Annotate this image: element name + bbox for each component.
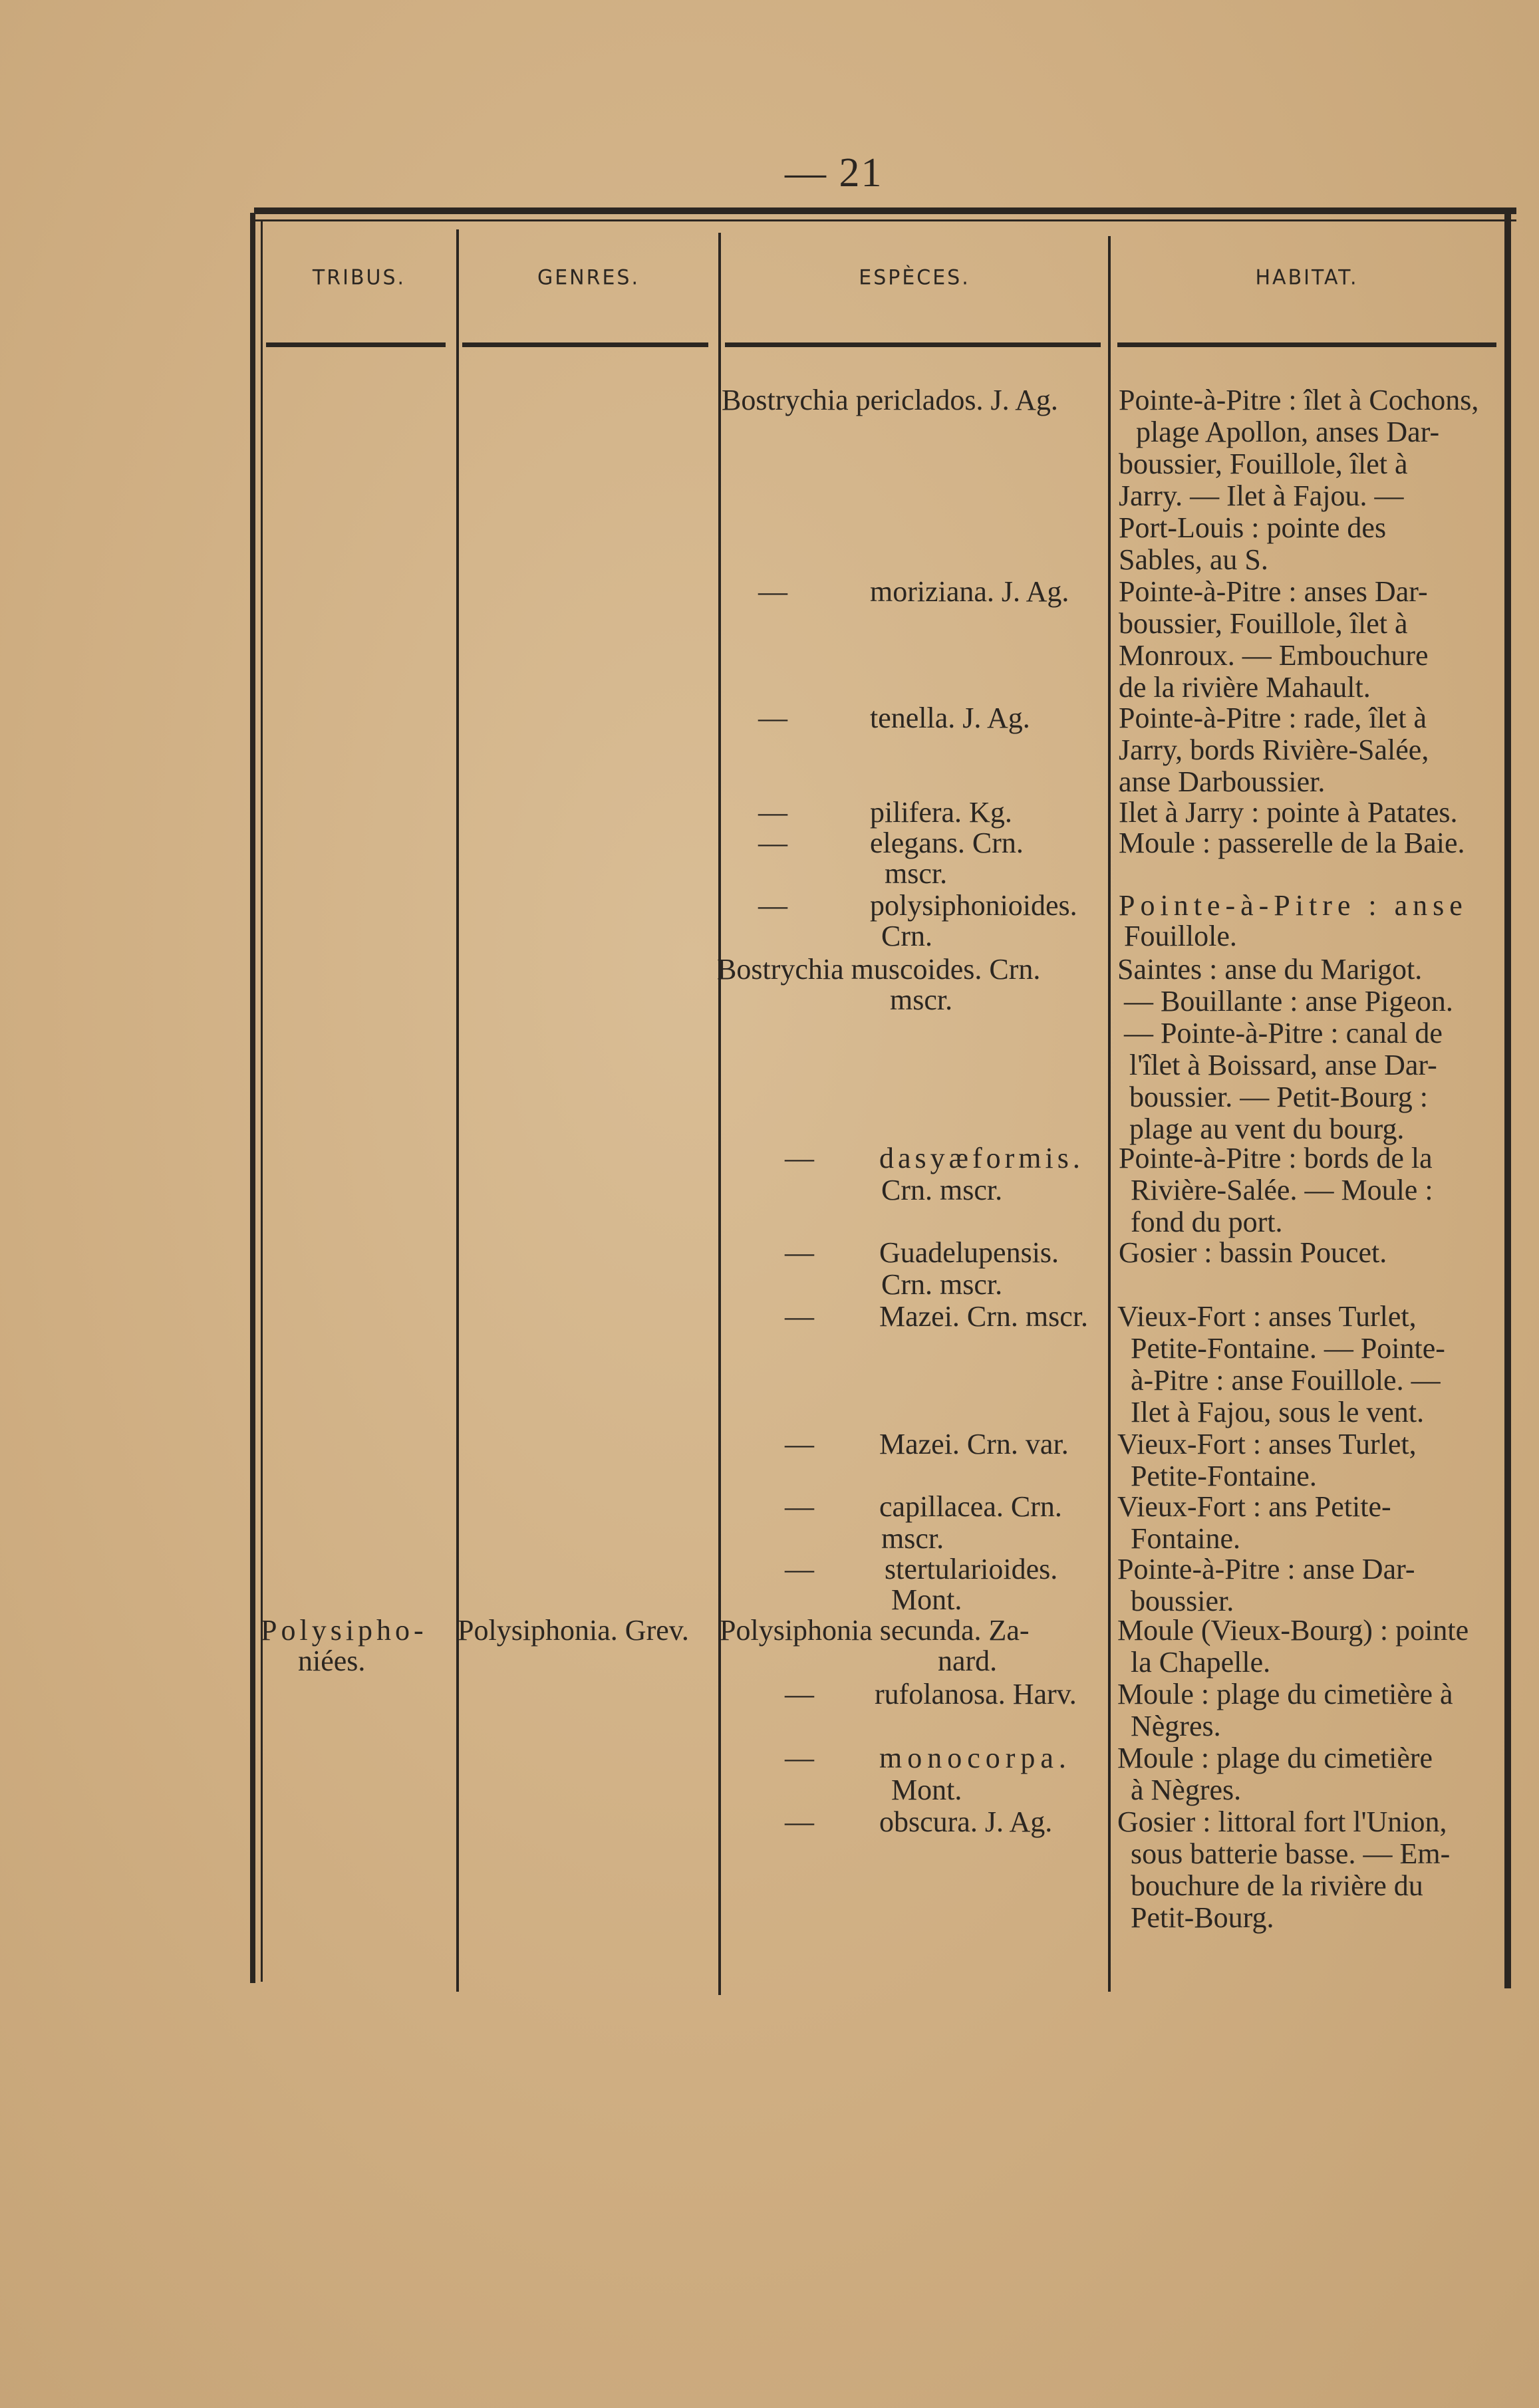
ditto-dash: — — [785, 1742, 814, 1774]
habitat-line: Port-Louis : pointe des — [1119, 511, 1387, 544]
habitat-line: — Bouillante : anse Pigeon. — [1124, 985, 1453, 1017]
habitat-line: Moule : passerelle de la Baie. — [1119, 827, 1465, 859]
habitat-line: Fontaine. — [1131, 1522, 1240, 1555]
species-cell: Crn. — [881, 920, 932, 952]
species-cell: mscr. — [890, 984, 953, 1016]
header-rule-habitat — [1117, 342, 1496, 347]
habitat-line: boussier, Fouillole, îlet à — [1119, 607, 1408, 640]
habitat-line: plage au vent du bourg. — [1129, 1113, 1405, 1145]
species-cell: Mont. — [891, 1583, 962, 1616]
habitat-line: Petite-Fontaine. — Pointe- — [1131, 1332, 1445, 1365]
habitat-line: Saintes : anse du Marigot. — [1117, 953, 1423, 986]
habitat-line: Vieux-Fort : anses Turlet, — [1117, 1428, 1417, 1460]
ditto-dash: — — [785, 1300, 814, 1333]
habitat-line: de la rivière Mahault. — [1119, 671, 1371, 704]
tribus-cell: Polysipho- — [261, 1614, 428, 1647]
habitat-line: Gosier : bassin Poucet. — [1119, 1236, 1387, 1269]
table-left-border — [250, 213, 255, 1983]
header-tribus: TRIBUS. — [312, 265, 406, 290]
ditto-dash: — — [785, 1553, 814, 1585]
header-rule-genres — [462, 342, 708, 347]
header-habitat: HABITAT. — [1255, 265, 1359, 290]
species-cell: elegans. Crn. — [870, 827, 1024, 859]
ditto-dash: — — [758, 575, 787, 608]
habitat-line: Monroux. — Embouchure — [1119, 639, 1429, 672]
species-cell: obscura. J. Ag. — [879, 1806, 1053, 1838]
species-cell: Mazei. Crn. var. — [879, 1428, 1069, 1460]
ditto-dash: — — [785, 1428, 814, 1460]
habitat-line: fond du port. — [1131, 1206, 1283, 1238]
ditto-dash: — — [758, 827, 787, 859]
header-rule-especes — [725, 342, 1101, 347]
habitat-line: Sables, au S. — [1119, 543, 1268, 576]
ditto-dash: — — [758, 889, 787, 922]
habitat-line: Jarry, bords Rivière-Salée, — [1119, 734, 1429, 766]
ditto-dash: — — [758, 702, 787, 734]
species-cell: monocorpa. — [879, 1742, 1071, 1774]
habitat-line: Moule : plage du cimetière à — [1117, 1678, 1453, 1710]
ditto-dash: — — [785, 1236, 814, 1269]
species-cell: dasyæformis. — [879, 1142, 1084, 1174]
species-cell: mscr. — [885, 857, 948, 890]
column-divider-3 — [1108, 236, 1111, 1992]
habitat-line: Pointe-à-Pitre : anse — [1119, 889, 1468, 922]
species-cell: Crn. mscr. — [881, 1174, 1003, 1206]
habitat-line: Pointe-à-Pitre : bords de la — [1119, 1142, 1433, 1174]
species-cell: Guadelupensis. — [879, 1236, 1059, 1269]
habitat-line: sous batterie basse. — Em- — [1131, 1837, 1451, 1870]
species-cell: tenella. J. Ag. — [870, 702, 1030, 734]
species-cell: Polysiphonia secunda. Za- — [720, 1614, 1030, 1647]
habitat-line: Rivière-Salée. — Moule : — [1131, 1174, 1433, 1206]
species-cell: polysiphonioides. — [870, 889, 1077, 922]
species-cell: nard. — [938, 1645, 998, 1677]
header-especes: ESPÈCES. — [859, 265, 970, 290]
habitat-line: Moule : plage du cimetière — [1117, 1742, 1433, 1774]
habitat-line: la Chapelle. — [1131, 1646, 1271, 1678]
ditto-dash: — — [785, 1678, 814, 1710]
habitat-line: à Nègres. — [1131, 1774, 1242, 1806]
species-cell: rufolanosa. Harv. — [875, 1678, 1077, 1710]
header-rule-tribus — [266, 342, 446, 347]
table-right-border — [1504, 211, 1511, 1988]
habitat-line: Jarry. — Ilet à Fajou. — — [1119, 479, 1404, 512]
habitat-line: Pointe-à-Pitre : anse Dar- — [1117, 1553, 1415, 1585]
ditto-dash: — — [758, 796, 787, 829]
habitat-line: Nègres. — [1131, 1710, 1221, 1742]
habitat-line: Pointe-à-Pitre : anses Dar- — [1119, 575, 1428, 608]
habitat-line: l'îlet à Boissard, anse Dar- — [1129, 1049, 1437, 1081]
habitat-line: Vieux-Fort : ans Petite- — [1117, 1490, 1391, 1523]
species-cell: pilifera. Kg. — [870, 796, 1012, 829]
habitat-line: Moule (Vieux-Bourg) : pointe — [1117, 1614, 1469, 1647]
habitat-line: Ilet à Fajou, sous le vent. — [1131, 1396, 1425, 1428]
header-genres: GENRES. — [537, 265, 640, 290]
species-cell: Crn. mscr. — [881, 1268, 1003, 1301]
genus-cell: Polysiphonia. Grev. — [458, 1614, 689, 1647]
species-cell: Mont. — [891, 1774, 962, 1806]
habitat-line: boussier. — Petit-Bourg : — [1129, 1081, 1428, 1113]
species-cell: Bostrychia periclados. J. Ag. — [722, 384, 1058, 416]
species-cell: Bostrychia muscoides. Crn. — [717, 953, 1041, 986]
habitat-line: — Pointe-à-Pitre : canal de — [1124, 1017, 1443, 1049]
table-top-rule-thin — [254, 219, 1516, 221]
table-top-rule — [254, 207, 1516, 214]
habitat-line: plage Apollon, anses Dar- — [1136, 416, 1440, 448]
column-divider-1 — [456, 229, 459, 1992]
habitat-line: Gosier : littoral fort l'Union, — [1117, 1806, 1447, 1838]
ditto-dash: — — [785, 1142, 814, 1174]
ditto-dash: — — [785, 1806, 814, 1838]
species-cell: moriziana. J. Ag. — [870, 575, 1069, 608]
habitat-line: Petit-Bourg. — [1131, 1901, 1274, 1934]
tribus-cell: niées. — [298, 1645, 366, 1677]
habitat-line: Vieux-Fort : anses Turlet, — [1117, 1300, 1417, 1333]
page-number: — 21 — [785, 150, 883, 196]
habitat-line: à-Pitre : anse Fouillole. — — [1131, 1364, 1441, 1397]
habitat-line: Pointe-à-Pitre : rade, îlet à — [1119, 702, 1427, 734]
ditto-dash: — — [785, 1490, 814, 1523]
habitat-line: boussier, Fouillole, îlet à — [1119, 448, 1408, 480]
column-divider-2 — [718, 233, 721, 1995]
species-cell: capillacea. Crn. — [879, 1490, 1062, 1523]
habitat-line: Pointe-à-Pitre : îlet à Cochons, — [1119, 384, 1479, 416]
habitat-line: Petite-Fontaine. — [1131, 1460, 1317, 1492]
habitat-line: boussier. — [1131, 1585, 1234, 1617]
habitat-line: anse Darboussier. — [1119, 765, 1326, 798]
habitat-line: Ilet à Jarry : pointe à Patates. — [1119, 796, 1458, 829]
species-cell: stertularioides. — [885, 1553, 1058, 1585]
habitat-line: Fouillole. — [1124, 920, 1237, 952]
species-cell: mscr. — [881, 1522, 944, 1555]
species-cell: Mazei. Crn. mscr. — [879, 1300, 1089, 1333]
table-left-border-inner — [261, 219, 263, 1982]
habitat-line: bouchure de la rivière du — [1131, 1869, 1423, 1902]
